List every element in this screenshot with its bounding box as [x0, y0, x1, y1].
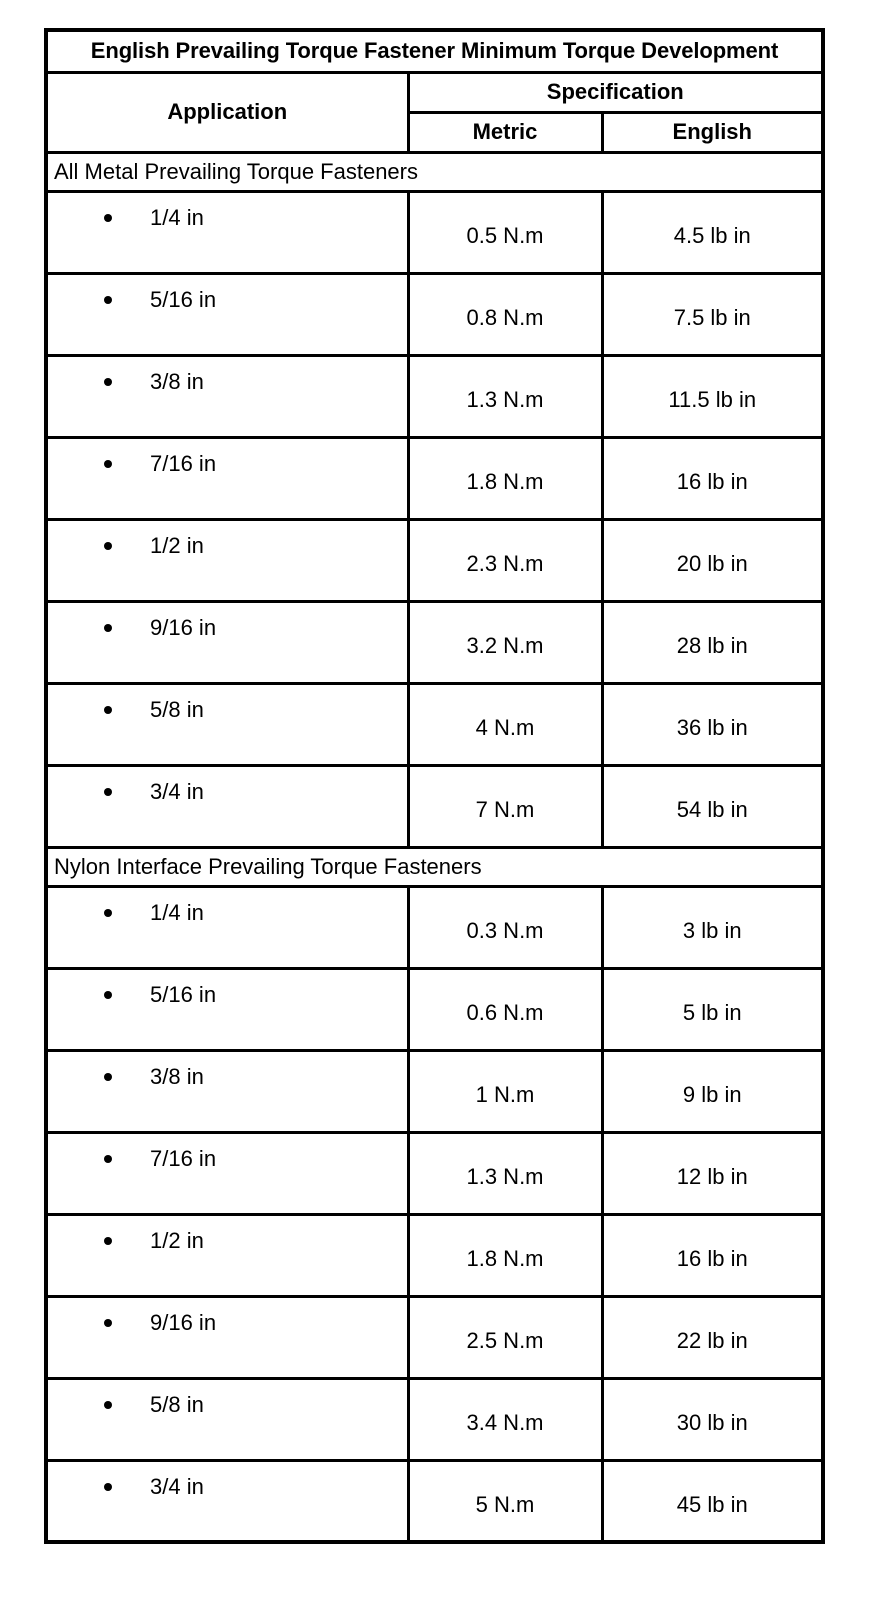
- metric-value: 2.3 N.m: [408, 519, 602, 601]
- fastener-size: 1/4 in: [150, 899, 204, 925]
- metric-header: Metric: [408, 112, 602, 152]
- group-row: [46, 847, 823, 886]
- application-cell: [46, 968, 408, 1050]
- bullet-icon: [104, 214, 112, 222]
- bullet-icon: [104, 1155, 112, 1163]
- fastener-size: 7/16 in: [150, 450, 217, 476]
- table-row: [46, 968, 823, 1050]
- application-cell: [46, 273, 408, 355]
- english-value: 12 lb in: [602, 1132, 823, 1214]
- table-row: [46, 191, 823, 273]
- bullet-icon: [104, 1237, 112, 1245]
- table-body: [46, 152, 823, 1542]
- table-row: [46, 601, 823, 683]
- application-cell: [46, 191, 408, 273]
- group-label: Nylon Interface Prevailing Torque Fasteners: [46, 847, 823, 886]
- bullet-icon: [104, 460, 112, 468]
- fastener-size: 9/16 in: [150, 1309, 217, 1335]
- fastener-size: 1/2 in: [150, 532, 204, 558]
- application-cell: [46, 1050, 408, 1132]
- table-row: [46, 683, 823, 765]
- fastener-size: 5/16 in: [150, 286, 217, 312]
- application-cell: [46, 437, 408, 519]
- fastener-size: 3/4 in: [150, 1473, 204, 1499]
- table-row: [46, 1050, 823, 1132]
- table-row: [46, 1132, 823, 1214]
- metric-value: 7 N.m: [408, 765, 602, 847]
- table-row: [46, 437, 823, 519]
- table-row: [46, 1460, 823, 1542]
- application-cell: [46, 355, 408, 437]
- english-value: 4.5 lb in: [602, 191, 823, 273]
- english-value: 30 lb in: [602, 1378, 823, 1460]
- group-label: All Metal Prevailing Torque Fasteners: [46, 152, 823, 191]
- fastener-size: 5/16 in: [150, 981, 217, 1007]
- english-value: 45 lb in: [602, 1460, 823, 1542]
- metric-value: 1.8 N.m: [408, 437, 602, 519]
- application-cell: [46, 1132, 408, 1214]
- metric-value: 0.5 N.m: [408, 191, 602, 273]
- metric-value: 1.8 N.m: [408, 1214, 602, 1296]
- application-cell: [46, 1460, 408, 1542]
- bullet-icon: [104, 542, 112, 550]
- english-value: 7.5 lb in: [602, 273, 823, 355]
- fastener-size: 1/4 in: [150, 204, 204, 230]
- english-value: 36 lb in: [602, 683, 823, 765]
- english-value: 20 lb in: [602, 519, 823, 601]
- bullet-icon: [104, 296, 112, 304]
- bullet-icon: [104, 991, 112, 999]
- table-row: [46, 1296, 823, 1378]
- bullet-icon: [104, 1483, 112, 1491]
- table-title: English Prevailing Torque Fastener Minimum Torque Development: [46, 30, 823, 72]
- application-cell: [46, 1296, 408, 1378]
- english-value: 22 lb in: [602, 1296, 823, 1378]
- application-cell: [46, 683, 408, 765]
- bullet-icon: [104, 1073, 112, 1081]
- fastener-size: 1/2 in: [150, 1227, 204, 1253]
- metric-value: 3.4 N.m: [408, 1378, 602, 1460]
- fastener-size: 3/4 in: [150, 778, 204, 804]
- bullet-icon: [104, 706, 112, 714]
- group-row: [46, 152, 823, 191]
- fastener-size: 9/16 in: [150, 614, 217, 640]
- application-cell: [46, 519, 408, 601]
- metric-value: 0.6 N.m: [408, 968, 602, 1050]
- bullet-icon: [104, 1319, 112, 1327]
- bullet-icon: [104, 788, 112, 796]
- table-row: [46, 765, 823, 847]
- english-value: 5 lb in: [602, 968, 823, 1050]
- application-cell: [46, 601, 408, 683]
- fastener-size: 7/16 in: [150, 1145, 217, 1171]
- table-row: [46, 355, 823, 437]
- english-value: 54 lb in: [602, 765, 823, 847]
- metric-value: 0.8 N.m: [408, 273, 602, 355]
- table-row: [46, 273, 823, 355]
- english-header: English: [602, 112, 823, 152]
- application-cell: [46, 1378, 408, 1460]
- metric-value: 1.3 N.m: [408, 1132, 602, 1214]
- fastener-size: 5/8 in: [150, 696, 204, 722]
- fastener-size: 5/8 in: [150, 1391, 204, 1417]
- metric-value: 0.3 N.m: [408, 886, 602, 968]
- torque-spec-table: [44, 28, 825, 1544]
- metric-value: 2.5 N.m: [408, 1296, 602, 1378]
- english-value: 11.5 lb in: [602, 355, 823, 437]
- table-row: [46, 886, 823, 968]
- application-cell: [46, 1214, 408, 1296]
- english-value: 28 lb in: [602, 601, 823, 683]
- table-row: [46, 519, 823, 601]
- application-cell: [46, 886, 408, 968]
- bullet-icon: [104, 624, 112, 632]
- fastener-size: 3/8 in: [150, 368, 204, 394]
- metric-value: 5 N.m: [408, 1460, 602, 1542]
- metric-value: 4 N.m: [408, 683, 602, 765]
- table-row: [46, 1214, 823, 1296]
- application-cell: [46, 765, 408, 847]
- metric-value: 1 N.m: [408, 1050, 602, 1132]
- bullet-icon: [104, 1401, 112, 1409]
- english-value: 3 lb in: [602, 886, 823, 968]
- english-value: 16 lb in: [602, 1214, 823, 1296]
- bullet-icon: [104, 378, 112, 386]
- application-header: Application: [46, 72, 408, 152]
- specification-header: Specification: [408, 72, 823, 112]
- fastener-size: 3/8 in: [150, 1063, 204, 1089]
- bullet-icon: [104, 909, 112, 917]
- metric-value: 1.3 N.m: [408, 355, 602, 437]
- english-value: 16 lb in: [602, 437, 823, 519]
- metric-value: 3.2 N.m: [408, 601, 602, 683]
- english-value: 9 lb in: [602, 1050, 823, 1132]
- table-row: [46, 1378, 823, 1460]
